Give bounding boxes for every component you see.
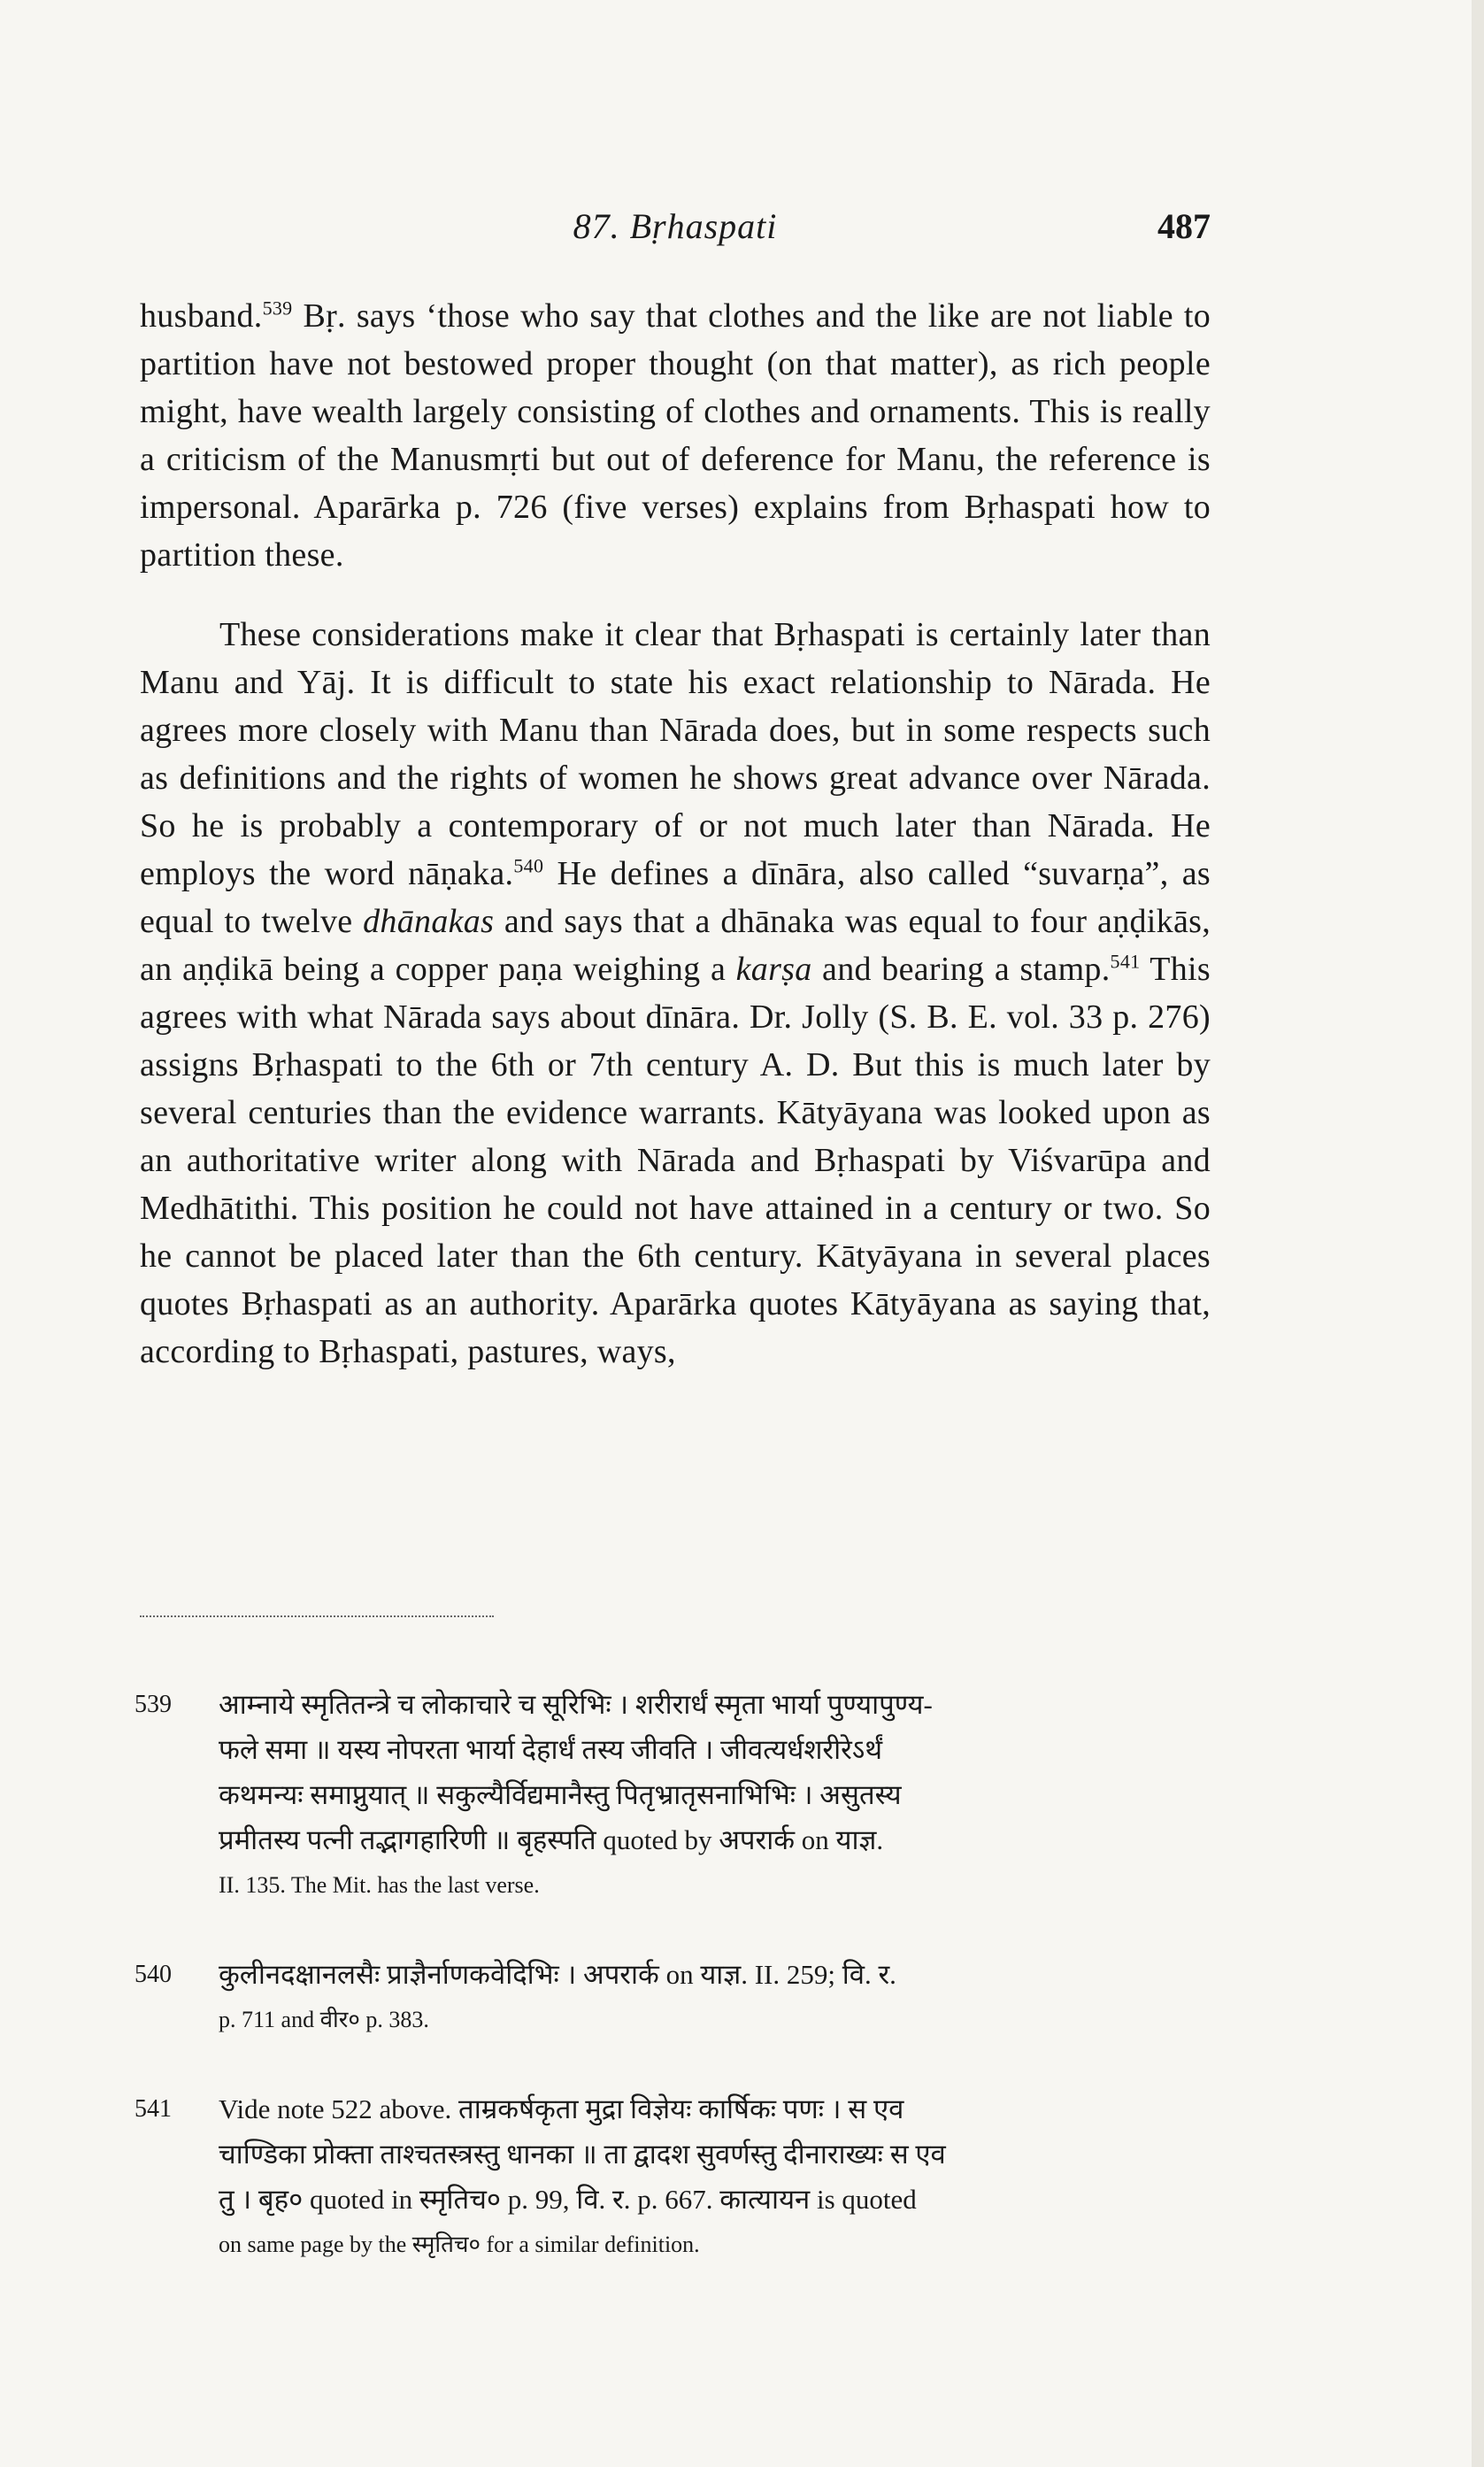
footnote-line: कुलीनदक्षानलसैः प्राज्ञैर्नाणकवेदिभिः । अपरार्क on याज्ञ. II. 259; वि. र. [219, 1959, 896, 1990]
footnote-539 [135, 1682, 1214, 1908]
footnote-line: तु । बृह० quoted in स्मृतिच० p. 99, वि. र. p. 667. कात्यायन is quoted [219, 2184, 917, 2215]
footnote-divider [140, 1615, 494, 1617]
footnote-540 [135, 1952, 1214, 2042]
footnote-text [219, 2086, 1214, 2267]
para2-text-b: He defines a dīnāra, also called “suvarṇa”, as equal to twelve [140, 855, 1211, 940]
page-edge [1472, 0, 1484, 2467]
running-title: 87. Bṛhaspati [573, 206, 778, 246]
footnotes [135, 1682, 1214, 2311]
paragraph-1 [140, 292, 1211, 579]
footnote-line: Vide note 522 above. ताम्रकर्षकृता मुद्रा विज्ञेयः कार्षिकः पणः । स एव [219, 2093, 904, 2124]
footnote-ref-541[interactable]: 541 [1110, 950, 1141, 973]
para2-text-c: and says that a dhānaka was equal to four aṇḍikās, an aṇḍikā being a copper paṇa weighing a [140, 903, 1211, 988]
footnote-number: 539 [135, 1691, 172, 1718]
footnote-number: 541 [135, 2095, 172, 2123]
paragraph-2 [140, 611, 1211, 1376]
para2-text-d: and bearing a stamp. [811, 951, 1111, 988]
para1-text-a: husband. [140, 297, 263, 335]
footnote-number: 540 [135, 1961, 172, 1988]
footnote-541 [135, 2086, 1214, 2267]
para2-text-e: This agrees with what Nārada says about dīnāra. Dr. Jolly (S. B. E. vol. 33 p. 276) assigns Bṛhaspati to the 6th or 7th century A. D. But this is much later by several centuries than the evidence warrants. Kātyāyana was looked upon as an authoritative writer along with Nārada and Bṛhaspati by Viśvarūpa and Medhātithi. This position he could not have attained in a century or two. So he cannot be placed later than the 6th century. Kātyāyana in several places quotes Bṛhaspati as an authority. Aparārka quotes Kātyāyana as saying that, according to Bṛhaspati, pastures, ways, [140, 951, 1211, 1370]
footnote-text [219, 1682, 1214, 1908]
footnote-line: चाण्डिका प्रोक्ता ताश्चतस्त्रस्तु धानका ॥ ता द्वादश सुवर्णस्तु दीनाराख्यः स एव [219, 2139, 946, 2170]
footnote-line: p. 711 and वीर० p. 383. [219, 2007, 429, 2032]
footnote-ref-540[interactable]: 540 [513, 854, 544, 877]
footnote-line: कथमन्यः समाप्नुयात् ॥ सकुल्यैर्विद्यमानैस्तु पितृभ्रातृसनाभिभिः । असुतस्य [219, 1779, 902, 1810]
para2-text-a: These considerations make it clear that Bṛhaspati is certainly later than Manu and Yāj. It is difficult to state his exact relationship to Nārada. He agrees more closely with Manu than Nārada does, but in some respects such as definitions and the rights of women he shows great advance over Nārada. So he is probably a contemporary of or not much later than Nārada. He employs the word nāṇaka. [140, 616, 1211, 892]
footnote-line: on same page by the स्मृतिच० for a similar definition. [219, 2232, 700, 2257]
term-karsa: karṣa [735, 951, 812, 988]
term-dhanakas: dhānakas [363, 903, 495, 940]
footnote-line: फले समा ॥ यस्य नोपरता भार्या देहार्धं तस्य जीवति । जीवत्यर्धशरीरेऽर्थं [219, 1734, 883, 1765]
footnote-line: II. 135. The Mit. has the last verse. [219, 1872, 540, 1898]
page-header [140, 205, 1211, 258]
footnote-ref-539[interactable]: 539 [262, 297, 293, 320]
main-text [140, 292, 1211, 1376]
footnote-text [219, 1952, 1214, 2042]
page-number: 487 [1157, 206, 1211, 246]
footnote-line: प्रमीतस्य पत्नी तद्भागहारिणी ॥ बृहस्पति quoted by अपरार्क on याज्ञ. [219, 1824, 884, 1855]
para1-text-b: Bṛ. says ‘those who say that clothes and the like are not liable to partition have not bestowed proper thought (on that matter), as rich people might, have wealth largely consisting of clothes and ornaments. This is really a criticism of the Manusmṛti but out of deference for Manu, the reference is impersonal. Aparārka p. 726 (five verses) explains from Bṛhaspati how to partition these. [140, 297, 1211, 574]
footnote-line: आम्नाये स्मृतितन्त्रे च लोकाचारे च सूरिभिः । शरीरार्धं स्मृता भार्या पुण्यापुण्य- [219, 1689, 933, 1720]
